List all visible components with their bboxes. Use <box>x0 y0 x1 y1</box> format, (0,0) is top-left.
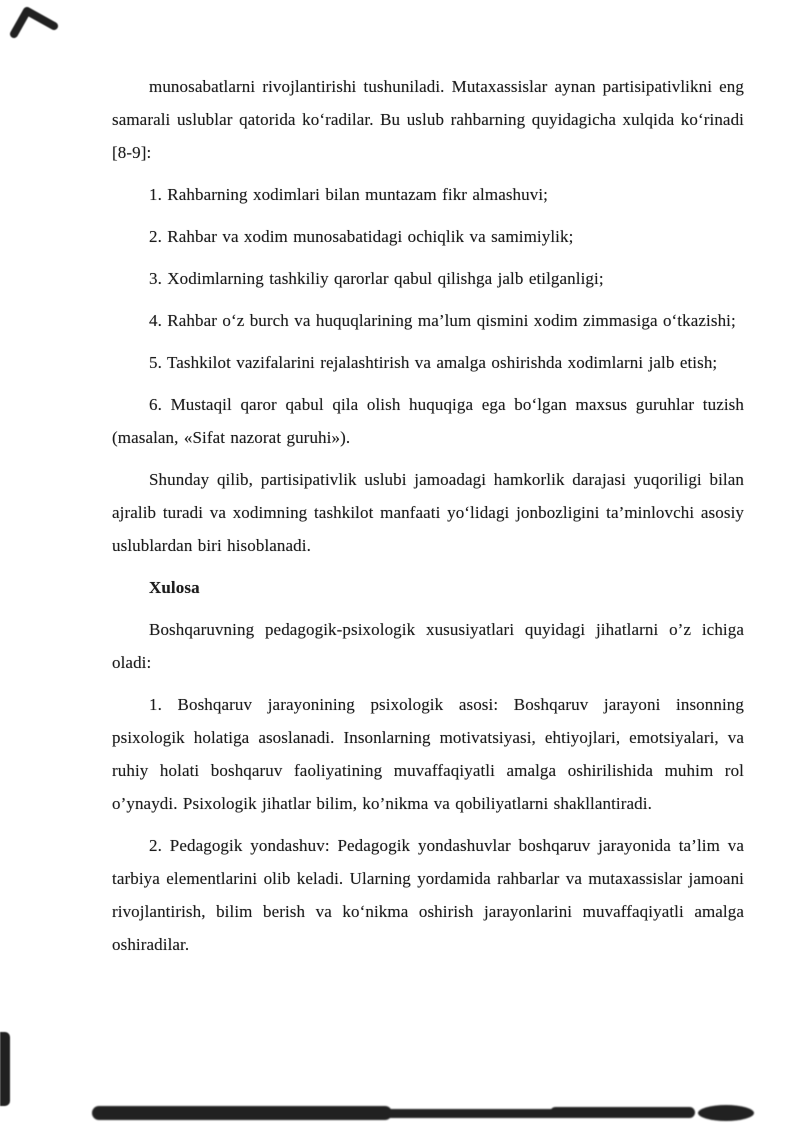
document-content <box>112 70 744 961</box>
list-item-1: 1. Rahbarning xodimlari bilan muntazam fikr almashuvi; <box>149 185 549 204</box>
list-item-5: 5. Tashkilot vazifalarini rejalashtirish va amalga oshirishda xodimlarni jalb etish; <box>149 353 718 372</box>
list-item-2: 2. Rahbar va xodim munosabatidagi ochiqlik va samimiylik; <box>149 227 574 246</box>
list-item-3: 3. Xodimlarning tashkiliy qarorlar qabul qilishga jalb etilganligi; <box>149 269 604 288</box>
list-item-6: 6. Mustaqil qaror qabul qila olish huquqiga ega bo‘lgan maxsus guruhlar tuzish (masalan, «Sifat nazorat guruhi»). <box>112 395 744 447</box>
summary-paragraph: Shunday qilib, partisipativlik uslubi jamoadagi hamkorlik darajasi yuqoriligi bilan ajralib turadi va xodimning tashkilot manfaati yo‘lidagi jonbozligini ta’minlovchi asosiy uslublardan biri hisoblanadi. <box>112 470 744 555</box>
intro-paragraph: munosabatlarni rivojlantirishi tushuniladi. Mutaxassislar aynan partisipativlikni eng samarali uslublar qatorida ko‘radilar. Bu uslub rahbarning quyidagicha xulqida ko‘rinadi [8-9]: <box>112 77 744 162</box>
scan-smudge-bottom-icon <box>90 1098 762 1128</box>
conclusion-heading: Xulosa <box>149 578 200 597</box>
conclusion-item-2: 2. Pedagogik yondashuv: Pedagogik yondashuvlar boshqaruv jarayonida ta’lim va tarbiya elementlarini olib keladi. Ularning yordamida rahbarlar va mutaxassislar jamoani rivojlantirish, bilim berish va ko‘nikma oshirish jarayonlarini muvaffaqiyatli amalga oshiradilar. <box>112 836 744 954</box>
scan-smudge-left-edge-icon <box>0 1032 10 1106</box>
conclusion-intro-paragraph: Boshqaruvning pedagogik-psixologik xususiyatlari quyidagi jihatlarni o’z ichiga oladi: <box>112 620 744 672</box>
scan-smudge-top-left-icon <box>10 4 60 42</box>
list-item-4: 4. Rahbar o‘z burch va huquqlarining ma’lum qismini xodim zimmasiga o‘tkazishi; <box>149 311 736 330</box>
conclusion-item-1: 1. Boshqaruv jarayonining psixologik asosi: Boshqaruv jarayoni insonning psixologik holatiga asoslanadi. Insonlarning motivatsiyasi, ehtiyojlari, emotsiyalari, va ruhiy holati boshqaruv faoliyatining muvaffaqiyatli amalga oshirilishida muhim rol o’ynaydi. Psixologik jihatlar bilim, ko’nikma va qobiliyatlarni shakllantiradi. <box>112 695 744 813</box>
